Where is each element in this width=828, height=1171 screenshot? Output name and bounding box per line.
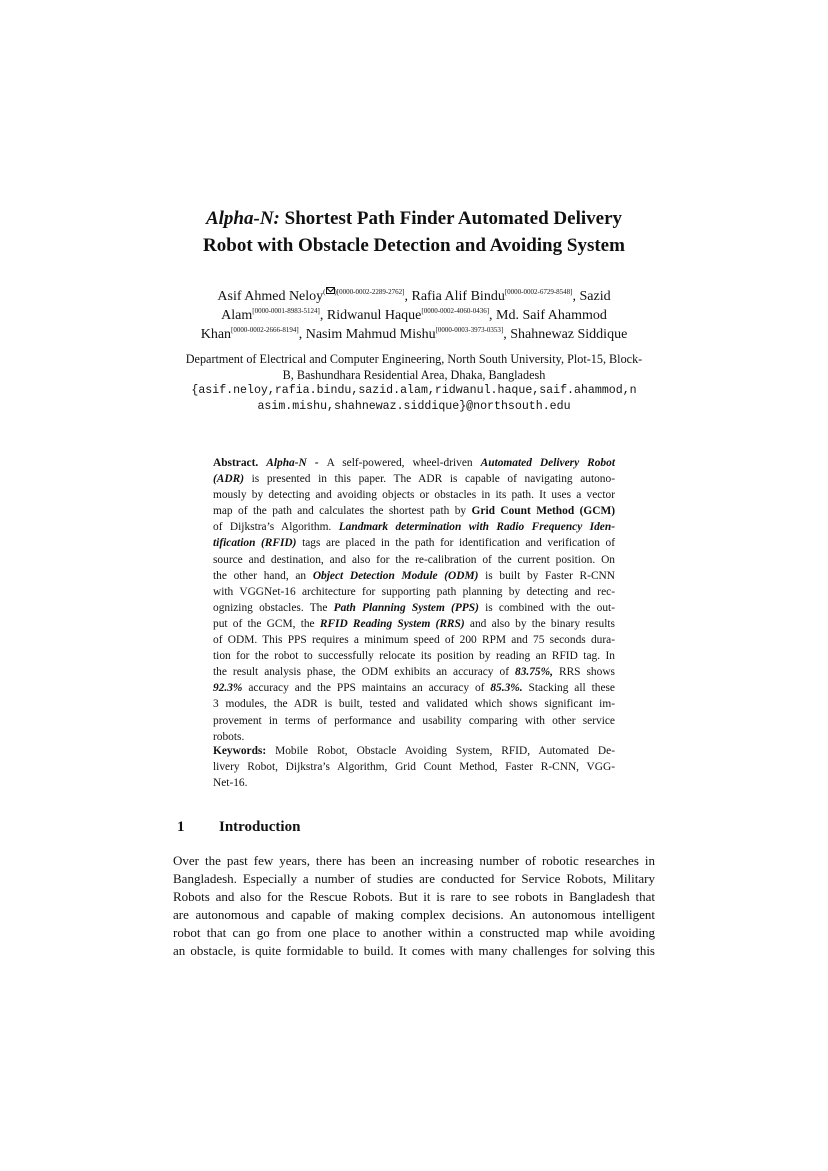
- keywords-line: Net-16.: [213, 777, 248, 790]
- affiliation-line: B, Bashundhara Residential Area, Dhaka, Bangladesh: [282, 368, 546, 382]
- abstract-line: the result analysis phase, the ODM exhibits an accuracy of 83.75%, RRS shows: [213, 666, 615, 679]
- abstract-label: Abstract.: [213, 457, 259, 469]
- section-number: 1: [177, 819, 185, 835]
- abstract-line: of Dijkstra’s Algorithm. Landmark determination with Radio Frequency Iden-: [213, 521, 615, 534]
- abstract-line: robots.: [213, 730, 245, 743]
- keywords: [213, 743, 615, 791]
- author-name: Asif Ahmed Neloy: [217, 289, 324, 304]
- affiliation: [160, 351, 668, 415]
- keywords-line: livery Robot, Dijkstra’s Algorithm, Grid Count Method, Faster R-CNN, VGG-: [213, 761, 615, 774]
- envelope-icon: [326, 287, 335, 294]
- keywords-label: Keywords:: [213, 745, 267, 757]
- title-line2: Robot with Obstacle Detection and Avoiding System: [203, 235, 625, 256]
- author-name: , Nasim Mahmud Mishu: [298, 327, 436, 342]
- abstract-line: 3 modules, the ADR is built, tested and validated which shows significant im-: [213, 698, 615, 711]
- author-name: Khan: [200, 327, 232, 342]
- abstract-line: with VGGNet-16 architecture for supporting path planning by detecting and rec-: [213, 585, 615, 598]
- author-name: , Ridwanul Haque: [319, 308, 422, 323]
- title-line1: Shortest Path Finder Automated Delivery: [284, 208, 623, 229]
- body-line: robot that can go from one place to another within a constructed map while avoiding: [173, 925, 655, 940]
- author-name: , Shahnewaz Siddique: [503, 327, 628, 342]
- author-name: , Sazid: [572, 289, 611, 304]
- author-line-1: Asif Ahmed Neloy$^{( )[0000-0002-2289-2762]}$, Rafia Alif Bindu[0000-0002-6729-8548], Sazid: [217, 288, 611, 304]
- intro-paragraph: [173, 852, 655, 960]
- abstract-line: 92.3% accuracy and the PPS maintains an accuracy of 85.3%. Stacking all these: [213, 682, 615, 695]
- keywords-line: Keywords: Mobile Robot, Obstacle Avoiding System, RFID, Automated De-: [213, 745, 615, 757]
- section-title: Introduction: [219, 819, 301, 835]
- email-line: {asif.neloy,rafia.bindu,sazid.alam,ridwanul.haque,saif.ahammod,n: [191, 384, 637, 397]
- orcid: [0000-0002-2666-8194]: [231, 326, 299, 334]
- abstract-line: (ADR) is presented in this paper. The ADR is capable of navigating autono-: [213, 473, 615, 486]
- body-line: Over the past few years, there has been an increasing number of robotic researches in: [173, 853, 655, 868]
- author-list: [170, 287, 658, 344]
- email-line: asim.mishu,shahnewaz.siddique}@northsouth.edu: [257, 400, 571, 413]
- orcid: [0000-0002-4060-0436]: [421, 307, 490, 315]
- author-name: Rafia Alif Bindu: [411, 289, 505, 304]
- author-name: Alam: [221, 308, 253, 323]
- author-line-2: [170, 306, 658, 325]
- abstract-line: ognizing obstacles. The Path Planning System (PPS) is combined with the out-: [213, 601, 615, 614]
- author-name: , Md. Saif Ahammod: [489, 308, 607, 323]
- orcid: ( )[0000-0002-2289-2762]: [323, 288, 405, 296]
- abstract-line: the other hand, an Object Detection Module (ODM) is built by Faster R-CNN: [213, 569, 615, 582]
- section-heading: [177, 817, 300, 837]
- body-line: Robots and also for the Rescue Robots. But it is rare to see robots in Bangladesh that: [173, 889, 655, 904]
- abstract-line: map of the path and calculates the shortest path by Grid Count Method (GCM): [213, 505, 615, 518]
- abstract-line: provement in terms of performance and usability comparing with other service: [213, 714, 615, 727]
- paper-title: [150, 205, 678, 259]
- abstract-line: Abstract. Alpha-N - A self-powered, wheel-driven Automated Delivery Robot: [213, 457, 615, 469]
- orcid: [0000-0002-6729-8548]: [504, 288, 573, 296]
- orcid: [0000-0001-8983-5124]: [252, 307, 320, 315]
- body-line: an obstacle, is quite formidable to build. It comes with many challenges for solving this: [173, 943, 655, 958]
- abstract-line: of ODM. This PPS requires a minimum speed of 200 RPM and 75 seconds dura-: [213, 634, 615, 647]
- author-line-3: [170, 325, 658, 344]
- body-line: are autonomous and capable of making complex decisions. An autonomous intelligent: [173, 907, 655, 922]
- abstract-line: tification (RFID) tags are placed in the path for identification and verification of: [213, 537, 615, 550]
- abstract: [213, 455, 615, 745]
- abstract-line: mously by detecting and avoiding objects or obstacles in its path. It uses a vector: [213, 489, 615, 502]
- abstract-line: tion for the robot to successfully relocate its position by reading an RFID tag. In: [213, 650, 615, 663]
- body-line: Bangladesh. Especially a number of studies are conducted for Service Robots, Military: [173, 871, 655, 886]
- title-prefix: Alpha-N:: [205, 208, 280, 229]
- orcid: [0000-0003-3973-0353]: [435, 326, 504, 334]
- affiliation-line: Department of Electrical and Computer Engineering, North South University, Plot-15, Block-: [185, 352, 643, 366]
- abstract-line: source and destination, and also for the re-calibration of the current position. On: [213, 553, 615, 566]
- abstract-line: put of the GCM, the RFID Reading System (RRS) and also by the binary results: [213, 617, 615, 630]
